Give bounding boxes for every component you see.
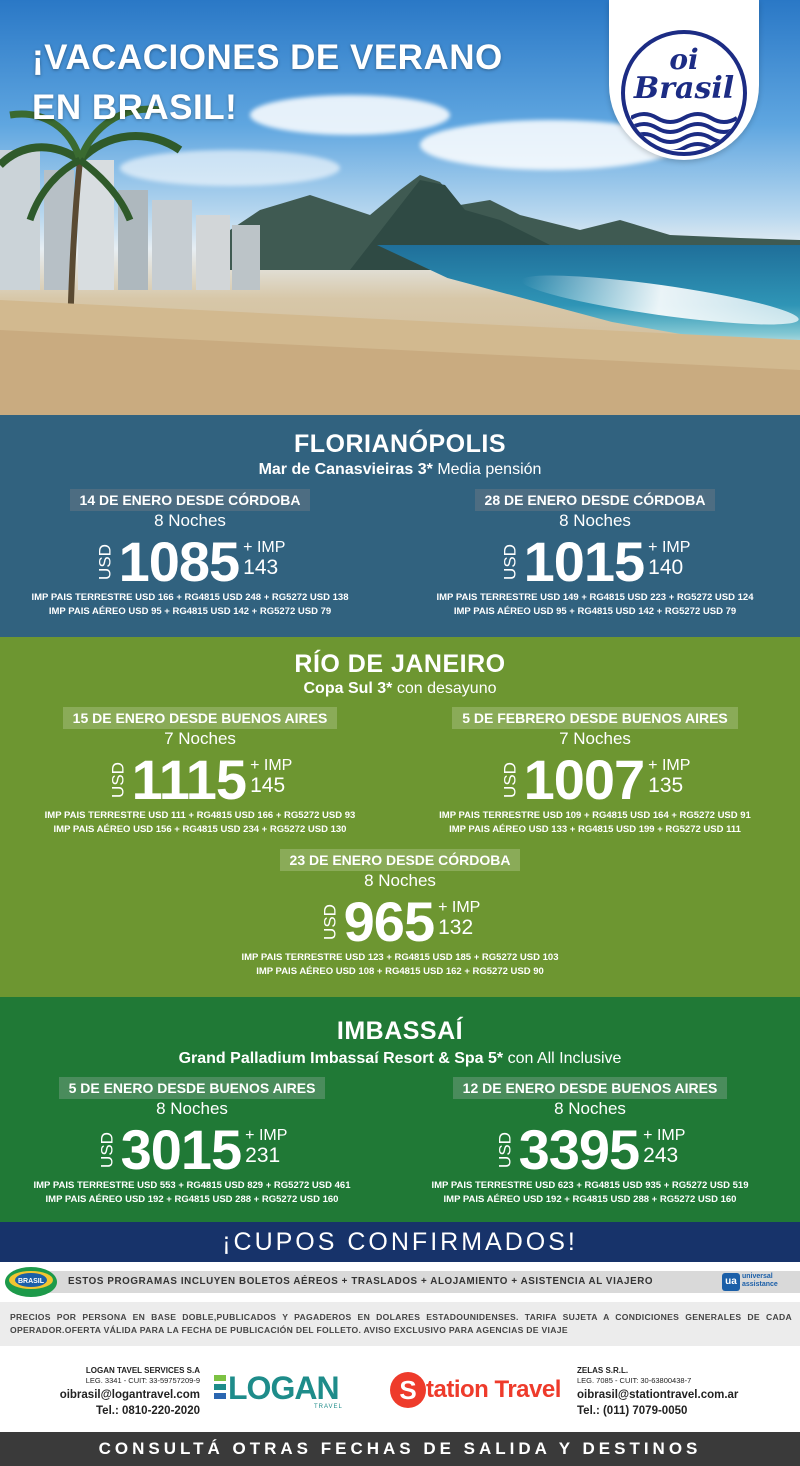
tax-line: IMP PAIS TERRESTRE USD 109 + RG4815 USD 164 + RG5272 USD 91 (439, 810, 751, 821)
includes-text: ESTOS PROGRAMAS INCLUYEN BOLETOS AÉREOS + TRASLADOS + ALOJAMIENTO + ASISTENCIA AL VIAJERO (68, 1276, 654, 1287)
imp-value: 231 (245, 1144, 281, 1167)
logan-word: LOGAN (228, 1370, 339, 1406)
station-contact (577, 1366, 738, 1419)
imp-label: + IMP (245, 1127, 288, 1144)
price (500, 530, 691, 593)
currency: USD (95, 544, 115, 580)
tax-line: IMP PAIS AÉREO USD 192 + RG4815 USD 288 + RG5272 USD 160 (443, 1194, 737, 1205)
departure-chip: 5 DE FEBRERO DESDE BUENOS AIRES (452, 707, 738, 729)
tax-line: IMP PAIS TERRESTRE USD 553 + RG4815 USD 829 + RG5272 USD 461 (33, 1180, 351, 1191)
offer-card (400, 1077, 780, 1207)
departure-chip: 5 DE ENERO DESDE BUENOS AIRES (59, 1077, 326, 1099)
hotel-plan: Media pensión (432, 461, 542, 478)
tax-line: IMP PAIS TERRESTRE USD 623 + RG4815 USD 935 + RG5272 USD 519 (431, 1180, 749, 1191)
price-amount: 3015 (120, 1118, 242, 1181)
waves-icon (631, 110, 737, 150)
oi-brasil-logo-circle (621, 30, 747, 156)
imp-label: + IMP (648, 757, 691, 774)
bottom-banner: CONSULTÁ OTRAS FECHAS DE SALIDA Y DESTINOS (0, 1432, 800, 1466)
tax-line: IMP PAIS TERRESTRE USD 149 + RG4815 USD 223 + RG5272 USD 124 (436, 592, 754, 603)
cupos-banner: ¡CUPOS CONFIRMADOS! (0, 1222, 800, 1262)
imp-value: 243 (643, 1144, 679, 1167)
company-phone[interactable]: Tel.: 0810-220-2020 (96, 1405, 200, 1417)
tax-line: IMP PAIS AÉREO USD 156 + RG4815 USD 234 + RG5272 USD 130 (53, 824, 347, 835)
company-leg: LEG. 3341 - CUIT: 33-59757209-9 (85, 1376, 200, 1385)
hero-title-line1: ¡VACACIONES DE VERANO (32, 38, 503, 77)
imp-value: 132 (438, 916, 474, 939)
currency: USD (108, 762, 128, 798)
ua-line2: assistance (742, 1281, 778, 1288)
beach-sand (0, 300, 800, 415)
logan-travel-logo (214, 1372, 344, 1412)
company-leg: LEG. 7085 - CUIT: 30-63800438-7 (577, 1376, 692, 1385)
hotel-line (0, 679, 800, 699)
nights: 8 Noches (559, 511, 631, 530)
logan-sub: TRAVEL (314, 1404, 343, 1410)
currency: USD (500, 544, 520, 580)
legal-text: PRECIOS POR PERSONA EN BASE DOBLE,PUBLICADOS Y PAGADEROS EN DOLARES ESTADOUNIDENSES. TARIFA SUJETA A CONDICIONES GENERALES DE CADA OPERADOR.OFERTA VÁLIDA PARA LA FECHA DE PUBLICACIÓN DEL FOLLETO. AVISO EXCLUSIVO PARA AGENCIAS DE VIAJE (10, 1312, 792, 1335)
currency: USD (320, 904, 340, 940)
company-name: ZELAS S.R.L. (577, 1366, 629, 1375)
currency: USD (500, 762, 520, 798)
offer-card (210, 849, 590, 979)
includes-bar (0, 1262, 800, 1302)
imp-value: 135 (648, 774, 684, 797)
station-travel-logo (390, 1368, 566, 1412)
tax-line: IMP PAIS AÉREO USD 108 + RG4815 USD 162 + RG5272 USD 90 (256, 966, 544, 977)
price (500, 748, 691, 811)
currency: USD (97, 1132, 117, 1168)
destination-title: RÍO DE JANEIRO (294, 650, 506, 678)
price-amount: 1085 (118, 530, 240, 593)
imp-label: + IMP (648, 539, 691, 556)
imp-label: + IMP (643, 1127, 686, 1144)
offer-card (405, 707, 785, 837)
nights: 7 Noches (559, 729, 631, 748)
station-word: tation Travel (426, 1376, 561, 1403)
price-amount: 1015 (523, 530, 645, 593)
offer-card (10, 707, 390, 837)
imp-value: 140 (648, 556, 684, 579)
hotel-name: Grand Palladium Imbassaí Resort & Spa 5* (178, 1050, 504, 1067)
hero-title (32, 33, 612, 133)
brasil-badge-icon (4, 1266, 58, 1298)
hero-beach-image (0, 0, 800, 415)
imp-value: 145 (250, 774, 286, 797)
imp-label: + IMP (438, 899, 481, 916)
price (320, 890, 481, 953)
ua-line1: universal (742, 1273, 773, 1280)
departure-chip: 23 DE ENERO DESDE CÓRDOBA (280, 849, 521, 871)
ua-mark: ua (722, 1273, 740, 1291)
price-amount: 1007 (523, 748, 645, 811)
departure-chip: 15 DE ENERO DESDE BUENOS AIRES (63, 707, 338, 729)
section-florianopolis (0, 415, 800, 637)
hotel-plan: con All Inclusive (503, 1050, 622, 1067)
price (108, 748, 293, 811)
price (95, 530, 286, 593)
destination-title: IMBASSAÍ (336, 1017, 464, 1045)
nights: 7 Noches (164, 729, 236, 748)
hotel-plan: con desayuno (392, 680, 497, 697)
offer-card (2, 1077, 382, 1207)
section-imbassai (0, 997, 800, 1222)
company-phone[interactable]: Tel.: (011) 7079-0050 (577, 1405, 688, 1417)
imp-label: + IMP (250, 757, 293, 774)
tax-line: IMP PAIS AÉREO USD 192 + RG4815 USD 288 + RG5272 USD 160 (45, 1194, 339, 1205)
brasil-badge-text: BRASIL (17, 1278, 45, 1285)
section-rio-de-janeiro (0, 637, 800, 997)
oi-brasil-logo (609, 0, 759, 160)
ua-text (742, 1273, 778, 1289)
offer-card (405, 489, 785, 619)
departure-chip: 14 DE ENERO DESDE CÓRDOBA (70, 489, 311, 511)
legal-box (0, 1302, 800, 1346)
tax-line: IMP PAIS AÉREO USD 95 + RG4815 USD 142 + RG5272 USD 79 (453, 606, 737, 617)
tax-line: IMP PAIS TERRESTRE USD 111 + RG4815 USD 166 + RG5272 USD 93 (44, 810, 356, 821)
price-amount: 3395 (518, 1118, 640, 1181)
price (495, 1118, 686, 1181)
departure-chip: 12 DE ENERO DESDE BUENOS AIRES (453, 1077, 728, 1099)
logo-brasil-text: Brasil (633, 71, 735, 106)
destination-title: FLORIANÓPOLIS (293, 430, 507, 458)
universal-assistance-logo (722, 1273, 798, 1291)
logan-bars-icon (214, 1375, 226, 1403)
agencies (0, 1346, 800, 1432)
company-email[interactable]: oibrasil@stationtravel.com.ar (577, 1389, 739, 1401)
hotel-line (0, 1049, 800, 1069)
nights: 8 Noches (554, 1099, 626, 1118)
nights: 8 Noches (154, 511, 226, 530)
imp-label: + IMP (243, 539, 286, 556)
price-amount: 965 (343, 890, 435, 953)
tax-line: IMP PAIS TERRESTRE USD 123 + RG4815 USD 185 + RG5272 USD 103 (241, 952, 559, 963)
tax-line: IMP PAIS TERRESTRE USD 166 + RG4815 USD 248 + RG5272 USD 138 (31, 592, 349, 603)
station-s-icon: S (390, 1372, 426, 1408)
imp-value: 143 (243, 556, 279, 579)
hotel-name: Copa Sul 3* (303, 680, 393, 697)
logo-oi-text: oi (669, 43, 699, 76)
offer-card (0, 489, 380, 619)
hotel-name: Mar de Canasvieiras 3* (258, 461, 433, 478)
company-email[interactable]: oibrasil@logantravel.com (59, 1389, 200, 1401)
price-amount: 1115 (131, 748, 247, 811)
currency: USD (495, 1132, 515, 1168)
nights: 8 Noches (364, 871, 436, 890)
hero-title-line2: EN BRASIL! (32, 88, 238, 127)
logan-contact (60, 1366, 200, 1419)
nights: 8 Noches (156, 1099, 228, 1118)
tax-line: IMP PAIS AÉREO USD 95 + RG4815 USD 142 + RG5272 USD 79 (48, 606, 332, 617)
tax-line: IMP PAIS AÉREO USD 133 + RG4815 USD 199 + RG5272 USD 111 (449, 824, 741, 835)
hotel-line (0, 460, 800, 480)
departure-chip: 28 DE ENERO DESDE CÓRDOBA (475, 489, 716, 511)
company-name: LOGAN TAVEL SERVICES S.A (85, 1366, 200, 1375)
price (97, 1118, 288, 1181)
